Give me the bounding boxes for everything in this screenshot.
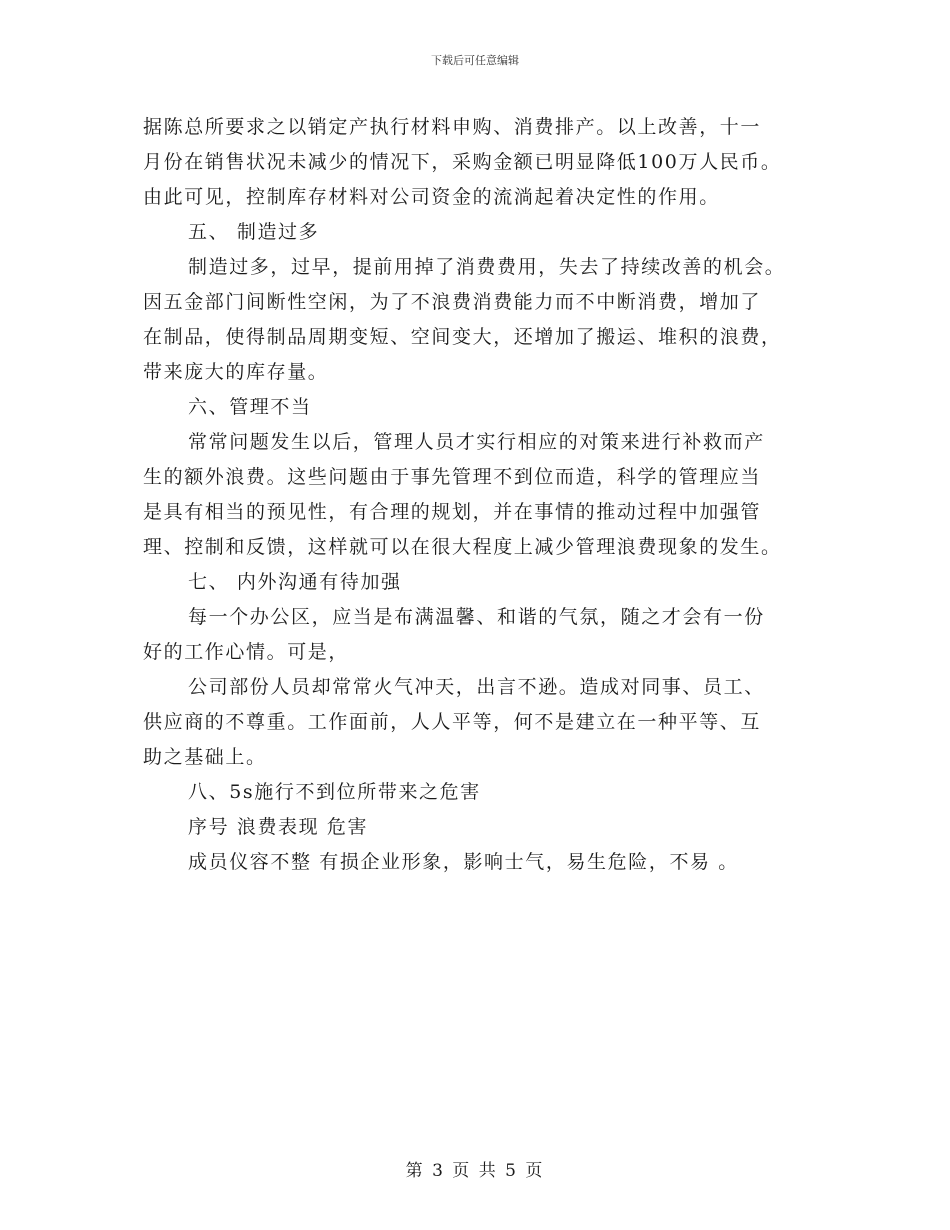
text-line: 常常问题发生以后，管理人员才实行相应的对策来进行补救而产: [188, 431, 765, 453]
text-line: 在制品，使得制品周期变短、空间变大，还增加了搬运、堆积的浪费，: [143, 326, 782, 348]
text-line: 带来庞大的库存量。: [143, 361, 329, 383]
text-line: 每一个办公区，应当是布满温馨、和谐的气氛，随之才会有一份: [188, 606, 765, 628]
section-heading: 八、5s施行不到位所带来之危害: [188, 781, 481, 803]
section-heading: 五、 制造过多: [188, 221, 320, 243]
text-line: 理、控制和反馈，这样就可以在很大程度上减少管理浪费现象的发生。: [143, 536, 782, 558]
text-line: 是具有相当的预见性，有合理的规划，并在事情的推动过程中加强管: [143, 501, 762, 523]
text-line: 好的工作心情。可是，: [143, 641, 350, 663]
text-line: 月份在销售状况未减少的情况下，采购金额已明显降低100万人民币。: [143, 151, 782, 173]
section-heading: 六、管理不当: [188, 396, 312, 418]
document-body: [143, 110, 823, 880]
text-line: 因五金部门间断性空闲，为了不浪费消费能力而不中断消费，增加了: [143, 291, 762, 313]
page-header: 下载后可任意编辑: [431, 54, 519, 67]
text-line: 据陈总所要求之以销定产执行材料申购、消费排产。以上改善，十一: [143, 116, 762, 138]
text-line: 制造过多，过早，提前用掉了消费费用，失去了持续改善的机会。: [188, 256, 786, 278]
text-line: 公司部份人员却常常火气冲天，出言不逊。造成对同事、员工、: [188, 676, 765, 698]
section-heading: 七、 内外沟通有待加强: [188, 571, 402, 593]
text-line: 助之基础上。: [143, 746, 267, 768]
table-header-line: 序号 浪费表现 危害: [188, 816, 369, 838]
text-line: 生的额外浪费。这些问题由于事先管理不到位而造，科学的管理应当: [143, 466, 762, 488]
table-row-line: 成员仪容不整 有损企业形象，影响士气，易生危险，不易 。: [188, 851, 739, 873]
page-footer: 第 3 页 共 5 页: [405, 1161, 545, 1181]
text-line: 供应商的不尊重。工作面前，人人平等，何不是建立在一种平等、互: [143, 711, 762, 733]
text-line: 由此可见，控制库存材料对公司资金的流淌起着决定性的作用。: [143, 186, 720, 208]
